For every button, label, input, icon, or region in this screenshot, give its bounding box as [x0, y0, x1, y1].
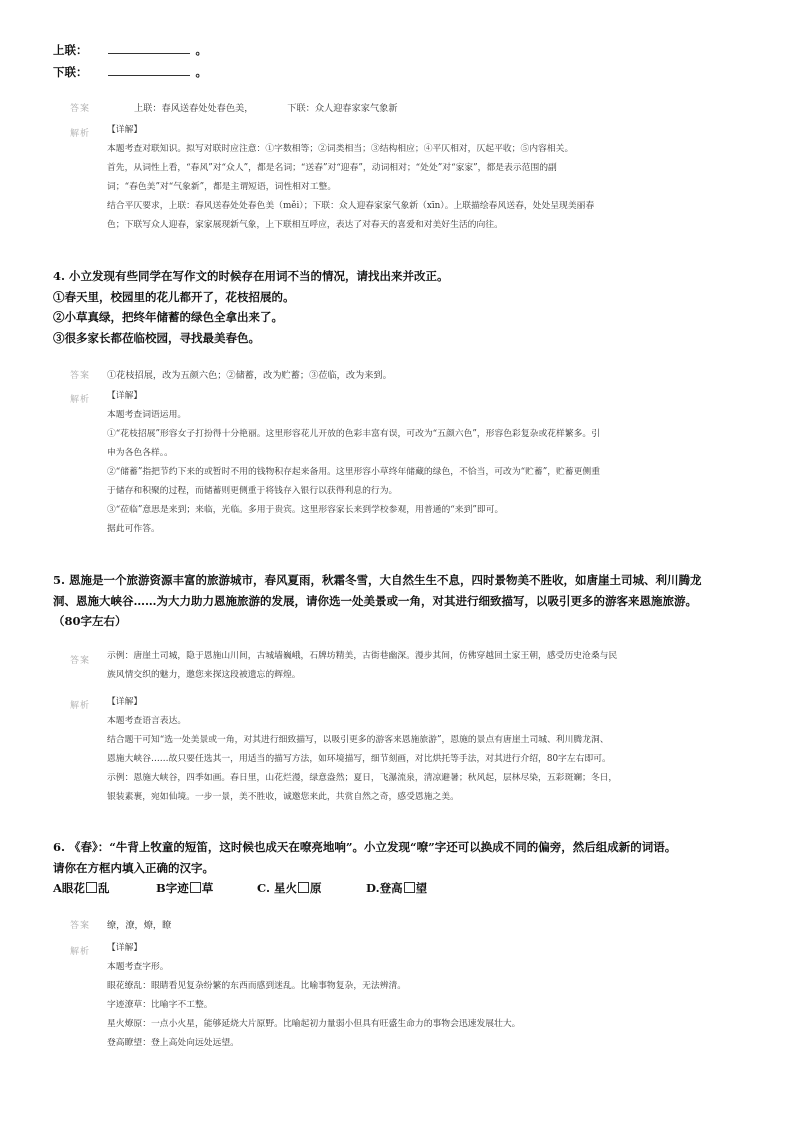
- answer-label: 答案: [70, 656, 91, 666]
- explanation-line: 本题考查语言表达。: [107, 716, 187, 726]
- period: 。: [195, 65, 207, 79]
- question-line: 请你在方框内填入正确的汉字。: [53, 860, 214, 875]
- answer-label: 答案: [70, 104, 91, 114]
- explanation-line: 本题考查对联知识。拟写对联时应注意：①字数相等；②词类相当；③结构相应；④平仄相对，仄起平收；⑤内容相关。: [107, 144, 574, 154]
- question-line: ②小草真绿，把终年储蓄的绿色全拿出来了。: [53, 310, 283, 324]
- answer-lower: 下联：众人迎春家家气象新: [287, 103, 398, 114]
- option-d: D.登高 望: [366, 881, 428, 895]
- question-line: 5. 恩施是一个旅游资源丰富的旅游城市，春风夏雨，秋霜冬雪，大自然生生不息，四时景物美不胜收，如唐崖土司城、利川腾龙: [53, 573, 702, 587]
- explanation-line: 结合平仄要求，上联：春风送春处处春色美（měi）；下联：众人迎春家家气象新（xīn）。上联描绘春风送春，处处呈现美丽春: [107, 201, 595, 211]
- option-a: A眼花 乱: [53, 881, 110, 895]
- explanation-line: 字迹潦草：比喻字不工整。: [107, 1000, 213, 1010]
- explanation-line: 据此可作答。: [107, 524, 160, 534]
- explanation-line: 眼花缭乱：眼睛看见复杂纷繁的东西而感到迷乱。比喻事物复杂，无法辨清。: [107, 981, 407, 991]
- explanation-line: 本题考查字形。: [107, 962, 169, 972]
- blank-box[interactable]: [86, 882, 97, 893]
- explanation-label: 解析: [70, 947, 91, 957]
- lower-couplet-line: [53, 64, 207, 80]
- question-line: ③很多家长都莅临校园，寻找最美春色。: [53, 330, 260, 345]
- question-6: [53, 837, 753, 878]
- blank-box[interactable]: [404, 882, 415, 893]
- explanation-line: 银装素裹，宛如仙境。一步一景，美不胜收，诚邀您来此，共赏自然之奇，感受恩施之美。: [107, 792, 459, 802]
- explanation-label: 解析: [70, 395, 91, 405]
- explanation-line: 星火燎原：一点小火星，能够延烧大片原野。比喻起初力量弱小但具有旺盛生命力的事物会迅速发展壮大。: [107, 1019, 521, 1029]
- answer-text: [134, 100, 398, 114]
- explanation-line: 恩施大峡谷……故只要任选其一，用适当的描写方法，如环境描写，细节刻画，对比烘托等手法，对其进行介绍，80字左右即可。: [107, 754, 611, 764]
- explanation-line: 【详解】: [107, 391, 143, 401]
- question-line: 6. 《春》：“牛背上牧童的短笛，这时候也成天在嘹亮地响”。小立发现“嘹”字还可以换成不同的偏旁，然后组成新的词语。: [53, 840, 677, 854]
- blank-box[interactable]: [298, 882, 309, 893]
- explanation-line: 【详解】: [107, 697, 143, 707]
- answer-text: [107, 647, 727, 685]
- option-b: B字迹 草: [156, 881, 214, 895]
- explanation-line: 登高瞭望：登上高处向远处远望。: [107, 1038, 239, 1048]
- question-line: 洞、恩施大峡谷……为大力助力恩施旅游的发展，请你选一处美景或一角，对其进行细致描写，以吸引更多的游客来恩施旅游。: [53, 593, 697, 608]
- answer-text: ①花枝招展，改为五颜六色；②储蓄，改为贮蓄；③莅临，改为来到。: [107, 370, 392, 381]
- explanation-text: [107, 121, 727, 235]
- question-6-options: [53, 880, 653, 896]
- question-4: [53, 266, 753, 348]
- answer-label: 答案: [70, 921, 91, 931]
- explanation-line: 首先，从词性上看，“春风”对“众人”，都是名词；“送春”对“迎春”，动词相对；“处处”对“家家”，都是表示范围的副: [107, 163, 557, 173]
- answer-label: 答案: [70, 371, 91, 381]
- explanation-line: 申为各色各样。。: [107, 448, 173, 458]
- explanation-line: ①“花枝招展”形容女子打扮得十分艳丽。这里形容花儿开放的色彩丰富有误，可改为“五颜六色”，形容色彩复杂或花样繁多。引: [107, 429, 601, 439]
- question-5: [53, 570, 753, 632]
- upper-couplet-blank[interactable]: [108, 43, 190, 54]
- explanation-text: [107, 939, 727, 1053]
- lower-couplet-blank[interactable]: [108, 65, 190, 76]
- explanation-line: ②“储蓄”指把节约下来的或暂时不用的钱物积存起来备用。这里形容小草终年储藏的绿色，不恰当，可改为“贮蓄”，贮蓄更侧重: [107, 467, 601, 477]
- answer-line: 族风情交织的魅力，邀您来探这段被遗忘的辉煌。: [107, 670, 301, 680]
- explanation-text: [107, 693, 727, 807]
- explanation-line: 【详解】: [107, 125, 143, 135]
- answer-upper: 上联：春风送春处处春色美，: [134, 103, 254, 114]
- option-c: C. 星火 原: [257, 881, 322, 895]
- explanation-label: 解析: [70, 129, 91, 139]
- explanation-line: 词；“春色美”对“气象新”，都是主谓短语，词性相对工整。: [107, 182, 337, 192]
- question-line: ①春天里，校园里的花儿都开了，花枝招展的。: [53, 289, 295, 304]
- lower-couplet-label: 下联：: [53, 65, 88, 79]
- explanation-line: ③“莅临”意思是来到；来临，光临。多用于贵宾。这里形容家长来到学校参观，用普通的“来到”即可。: [107, 505, 504, 515]
- upper-couplet-line: [53, 42, 207, 58]
- question-line: （80字左右）: [53, 614, 127, 628]
- explanation-line: 色；下联写众人迎春，家家展现新气象，上下联相互呼应，表达了对春天的喜爱和对美好生活的向往。: [107, 220, 503, 230]
- explanation-line: 本题考查词语运用。: [107, 410, 187, 420]
- blank-box[interactable]: [190, 882, 201, 893]
- explanation-line: 【详解】: [107, 943, 143, 953]
- period: 。: [195, 43, 207, 57]
- explanation-line: 结合题干可知“选一处美景或一角，对其进行细致描写，以吸引更多的游客来恩施旅游”，恩施的景点有唐崖土司城、利川腾龙洞、: [107, 735, 609, 745]
- explanation-line: 于储存和积聚的过程，而储蓄则更侧重于将钱存入银行以获得利息的行为。: [107, 486, 398, 496]
- question-line: 4. 小立发现有些同学在写作文的时候存在用词不当的情况，请找出来并改正。: [53, 269, 449, 283]
- explanation-label: 解析: [70, 701, 91, 711]
- upper-couplet-label: 上联：: [53, 43, 88, 57]
- explanation-line: 示例：恩施大峡谷，四季如画。春日里，山花烂漫，绿意盎然；夏日，飞瀑流泉，清凉避暑；秋风起，层林尽染，五彩斑斓；冬日，: [107, 773, 618, 783]
- answer-line: 示例：唐崖土司城，隐于恩施山川间，古城墙巍峨，石牌坊精美，古街巷幽深。漫步其间，仿佛穿越回土家王朝，感受历史沧桑与民: [107, 651, 618, 661]
- answer-text: 缭，潦，燎，瞭: [107, 920, 172, 931]
- explanation-text: [107, 387, 727, 539]
